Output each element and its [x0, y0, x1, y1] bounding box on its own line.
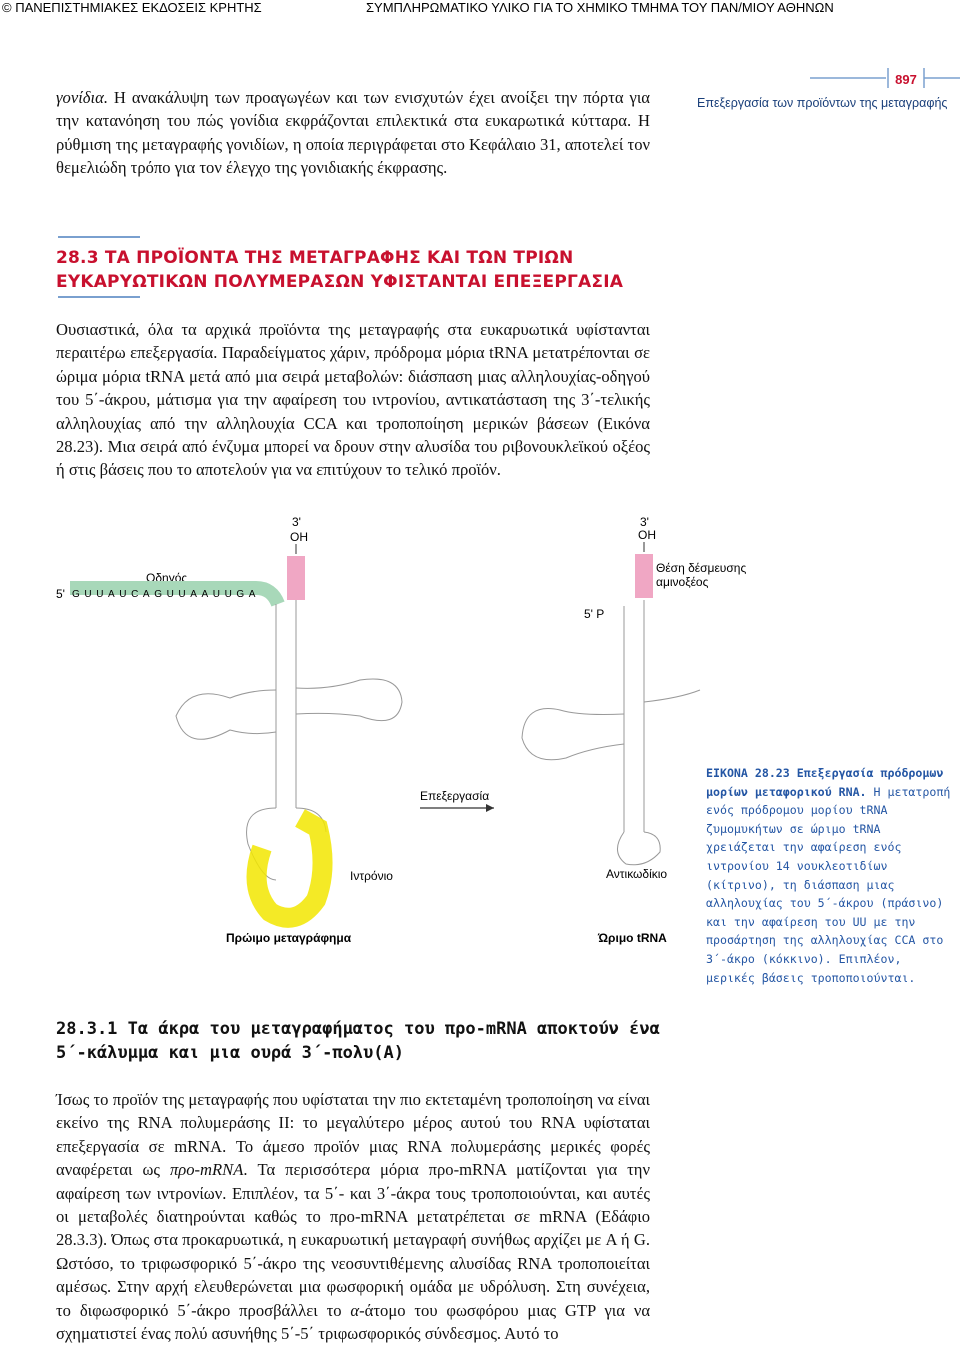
left-three-prime: 3'	[292, 515, 301, 529]
left-3prime-tail	[287, 556, 305, 600]
publisher-header: © ΠΑΝΕΠΙΣΤΗΜΙΑΚΕΣ ΕΚΔΟΣΕΙΣ ΚΡΗΤΗΣ	[2, 0, 262, 15]
subsection-title-line2: 5΄-κάλυμμα και μια ουρά 3΄-πολυ(A)	[56, 1043, 404, 1063]
binding-label-1: Θέση δέσμευσης	[656, 561, 747, 575]
precursor-trna	[56, 515, 402, 945]
right-caption: Ώριμο tRNA	[598, 931, 667, 945]
alpha-term: α	[350, 1300, 360, 1320]
right-three-prime: 3'	[640, 515, 649, 529]
binding-label-2: αμινοξέος	[656, 575, 709, 589]
leader-five-prime: 5'	[56, 587, 65, 601]
page-number: 897	[895, 72, 917, 87]
final-text-3: -άτομο του φωσφόρου μιας GTP για να σχηματιστεί ένας πολύ ασυνήθης 5΄-5΄ τριφωσφορικός σύνδεσμος. Αυτό το	[56, 1300, 651, 1344]
section-number: 28.3	[56, 248, 99, 268]
leader-sequence: GUUAUCAGUUAAUUGA	[72, 589, 261, 600]
trna-processing-figure	[0, 508, 747, 953]
section-paragraph: Ουσιαστικά, όλα τα αρχικά προϊόντα της μεταγραφής στα ευκαρυωτικά υφίστανται περαιτέρω επεξεργασία. Παραδείγματος χάριν, πρόδρομα μόρια tRNA μετατρέπονται σε ώριμα μόρια tRNA μετά από μια σειρά μεταβολών: διάσπαση μιας αλληλουχίας-οδηγού του 5΄-άκρου, μάτισμα για την αφαίρεση του ιντρονίου, αντικατάσταση της 3΄-τελικής αλληλουχίας από την αλληλουχία CCA και τροποποίηση μερικών βάσεων (Εικόνα 28.23). Μια σειρά από ένζυμα μπορεί να δρουν στην αλυσίδα του ριβονουκλεϊκού οξέος ή στις βάσεις που το αποτελούν για να επιτύχουν το τελικό προϊόν.	[56, 320, 650, 480]
intro-text: Η ανακάλυψη των προαγωγέων και των ενισχυτών έχει ανοίξει την πόρτα για την κατανόηση του πώς γονίδια εκφράζονται επιλεκτικά στα ευκαρωτικά κύτταρα. Η ρύθμιση της μεταγραφής γονιδίων, η οποία περιγράφεται στο Κεφάλαιο 31, αποτελεί τον θεμελιώδη τρόπο για τον έλεγχο της γονιδιακής έκφρασης.	[56, 88, 650, 178]
caption-label: ΕΙΚΟΝΑ 28.23 Επεξεργασία πρόδρομων μορίων μεταφορικού RNA.	[706, 766, 944, 799]
right-oh: OH	[638, 528, 656, 542]
intro-paragraph	[56, 86, 650, 180]
subsection-heading	[56, 1017, 660, 1065]
section-rule-bottom	[58, 296, 140, 298]
running-head: Επεξεργασία των προϊόντων της μεταγραφής	[697, 96, 948, 110]
anticodon-label: Αντικωδίκιο	[606, 867, 668, 881]
figure-caption	[706, 764, 956, 987]
processing-label: Επεξεργασία	[420, 789, 490, 803]
final-paragraph	[56, 1088, 650, 1345]
final-text-2: . Τα περισσότερα μόρια προ-mRNA ματίζονται για την αφαίρεση των ιντρονίων. Επιπλέον, τα 5΄- και 3΄-άκρα τους τροποποιούνται, και αυτές οι μεταβολές διατηρούνται καθώς το προ-mRNA μετατρέπεται σε mRNA (Εδάφιο 28.3.3). Όπως στα προκαρυωτικά, η ευκαρυωτική μεταγραφή συνήθως αρχίζει με A ή G. Ωστόσο, το τριφωσφορικό 5΄-άκρο της νεοσυντιθέμενης αλυσίδας RNA τροποποιείται αμέσως. Στην αρχή ελευθερώνεται μια φωσφορική ομάδα με υδρόλυση. Στη συνέχεια, το διφωσφορικό 5΄-άκρο προσβάλλει το	[56, 1160, 650, 1320]
intron-band	[257, 818, 323, 918]
cca-tail	[635, 554, 653, 598]
pro-mrna-term: προ-mRNA	[169, 1160, 244, 1180]
intron-label: Ιντρόνιο	[350, 869, 393, 883]
left-oh: OH	[290, 530, 308, 544]
caption-text: Η μετατροπή ενός πρόδρομου μορίου tRNA ζυμομυκήτων σε ώριμο tRNA χρειάζεται την αφαίρεση ενός ιντρονίου 14 νουκλεοτιδίων (κίτρινο), τη διάσπαση μιας αλληλουχίας του 5΄-άκρου (πράσινο) και την αφαίρεση του UU με την προσάρτηση της αλληλουχίας CCA στο 3΄-άκρο (κόκκινο). Επιπλέον, μερικές βάσεις τροποποιούνται.	[706, 784, 951, 985]
final-text-1: Ίσως το προϊόν της μεταγραφής που υφίσταται την πιο εκτεταμένη τροποποίηση να είναι εκείνο της RNA πολυμεράσης II: το μεγαλύτερο μέρος αυτού του RNA υφίσταται επεξεργασία σε mRNA. Το άμεσο προϊόν μιας RNA πολυμεράσης μερικές φορές αναφέρεται ως	[56, 1090, 650, 1180]
leader-label: Οδηγός	[146, 571, 188, 585]
section-heading	[56, 246, 623, 294]
section-rule-top	[58, 236, 140, 238]
left-caption: Πρώιμο μεταγράφημα	[226, 931, 352, 945]
intro-lead: γονίδια.	[56, 88, 108, 107]
section-title-line2: ΕΥΚΑΡΥΩΤΙΚΩΝ ΠΟΛΥΜΕΡΑΣΩΝ ΥΦΙΣΤΑΝΤΑΙ ΕΠΕΞΕΡΓΑΣΙΑ	[56, 272, 624, 292]
mature-five-prime: 5' P	[584, 607, 605, 621]
subsection-title-line1: 28.3.1 Τα άκρα του μεταγραφήματος του προ-mRNA αποκτούν ένα	[56, 1019, 660, 1039]
course-header: ΣΥΜΠΛΗΡΩΜΑΤΙΚΟ ΥΛΙΚΟ ΓΙΑ ΤΟ ΧΗΜΙΚΟ ΤΜΗΜΑ ΤΟΥ ΠΑΝ/ΜΙΟΥ ΑΘΗΝΩΝ	[366, 0, 834, 15]
section-title-line1: ΤΑ ΠΡΟΪΟΝΤΑ ΤΗΣ ΜΕΤΑΓΡΑΦΗΣ ΚΑΙ ΤΩΝ ΤΡΙΩΝ	[104, 248, 574, 268]
page-number-box	[690, 66, 960, 90]
